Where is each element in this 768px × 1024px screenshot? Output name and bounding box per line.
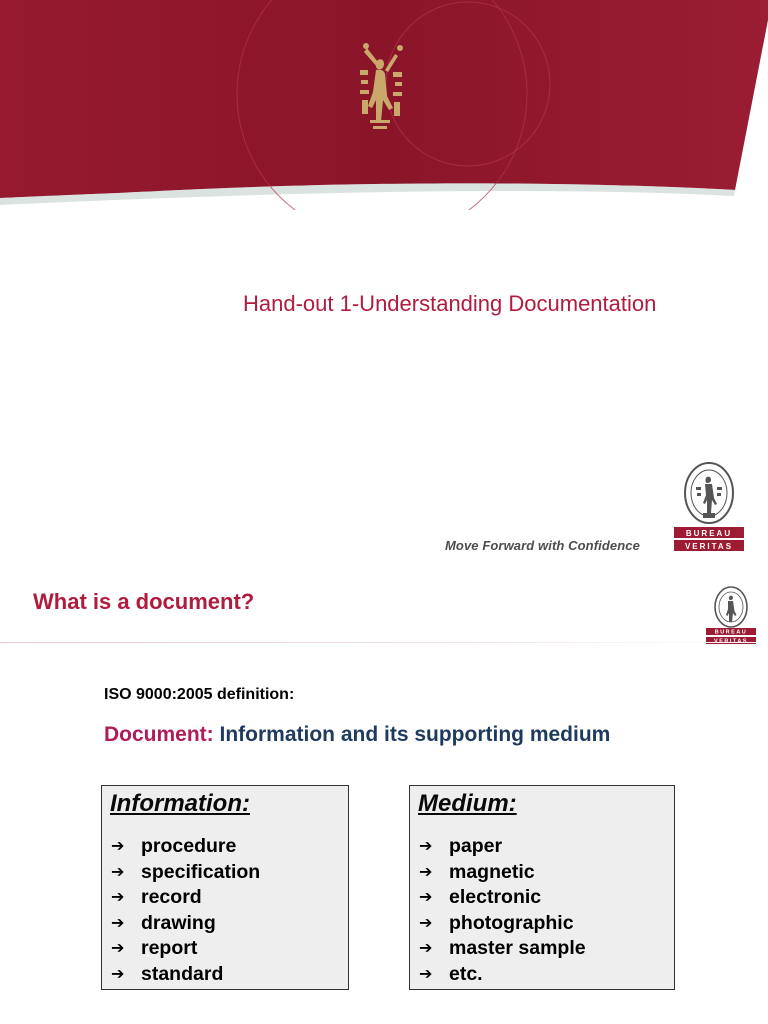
arrow-right-icon: ➔ — [111, 889, 125, 907]
list-item: ➔ paper — [419, 834, 586, 860]
list-item: ➔ etc. — [419, 962, 586, 988]
svg-text:BUREAU: BUREAU — [685, 529, 733, 538]
bureau-veritas-logo-icon — [706, 585, 756, 645]
document-definition — [104, 723, 610, 747]
list-item: ➔ drawing — [111, 911, 260, 937]
arrow-right-icon: ➔ — [111, 965, 125, 983]
bureau-veritas-logo-icon — [674, 461, 744, 553]
arrow-right-icon: ➔ — [111, 863, 125, 881]
arrow-right-icon: ➔ — [111, 940, 125, 958]
arrow-right-icon: ➔ — [419, 863, 433, 881]
arrow-right-icon: ➔ — [111, 914, 125, 932]
medium-box — [409, 785, 675, 990]
document-definition-text: Information and its supporting medium — [219, 723, 611, 746]
header-banner — [0, 0, 768, 210]
information-list — [111, 834, 260, 988]
content-slide — [0, 572, 768, 1024]
list-item: ➔ specification — [111, 860, 260, 886]
list-item: ➔ magnetic — [419, 860, 586, 886]
title-divider — [0, 642, 768, 643]
slide-title: What is a document? — [33, 589, 255, 614]
svg-text:BUREAU: BUREAU — [714, 629, 748, 636]
arrow-right-icon: ➔ — [419, 965, 433, 983]
medium-box-title: Medium: — [418, 790, 517, 817]
list-item: ➔ standard — [111, 962, 260, 988]
arrow-right-icon: ➔ — [419, 940, 433, 958]
medium-list — [419, 834, 586, 988]
arrow-right-icon: ➔ — [111, 838, 125, 855]
tagline: Move Forward with Confidence — [445, 538, 640, 553]
list-item: ➔ photographic — [419, 911, 586, 937]
arrow-right-icon: ➔ — [419, 838, 433, 855]
list-item: ➔ electronic — [419, 885, 586, 911]
list-item: ➔ report — [111, 936, 260, 962]
iso-definition-label: ISO 9000:2005 definition: — [104, 686, 295, 703]
information-box-title: Information: — [110, 790, 250, 817]
list-item: ➔ record — [111, 885, 260, 911]
svg-text:VERITAS: VERITAS — [684, 542, 734, 551]
arrow-right-icon: ➔ — [419, 914, 433, 932]
information-box — [101, 785, 349, 990]
list-item: ➔ procedure — [111, 834, 260, 860]
document-label: Document: — [104, 723, 214, 746]
arrow-right-icon: ➔ — [419, 889, 433, 907]
list-item: ➔ master sample — [419, 936, 586, 962]
presentation-title: Hand-out 1-Understanding Documentation — [243, 291, 657, 316]
